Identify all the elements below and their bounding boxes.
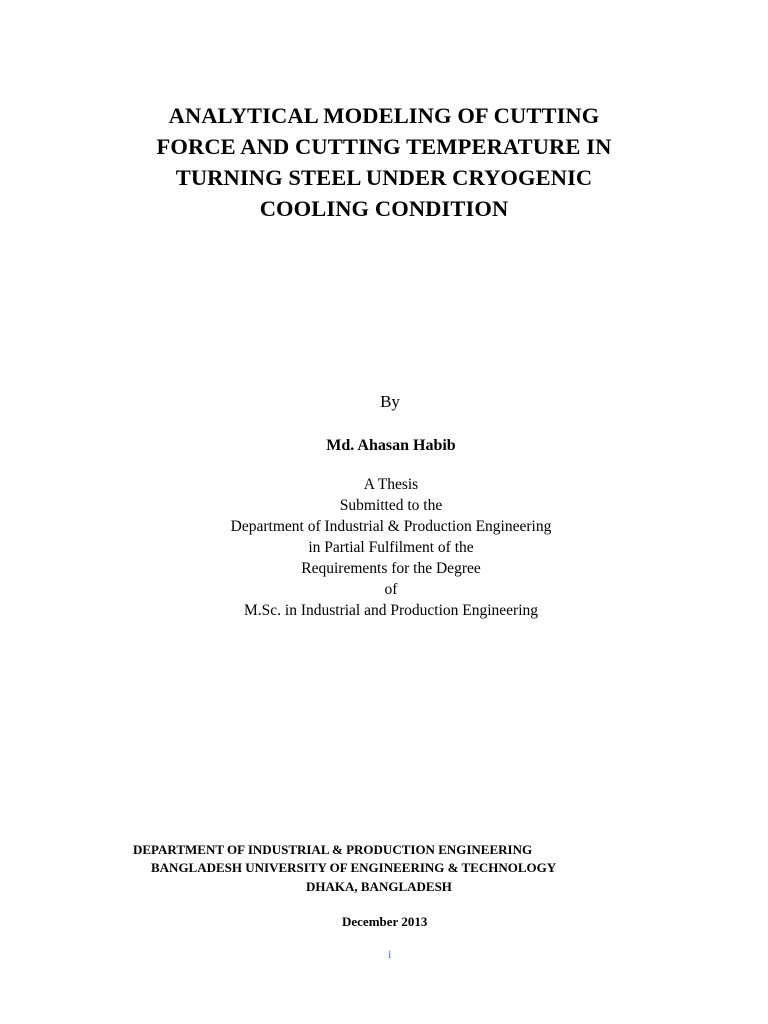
location: DHAKA, BANGLADESH (306, 879, 452, 894)
thesis-line: in Partial Fulfilment of the (308, 539, 474, 556)
thesis-line: of (384, 581, 398, 598)
title-line: COOLING CONDITION (259, 196, 509, 221)
thesis-line: Requirements for the Degree (301, 560, 481, 577)
thesis-line: Department of Industrial & Production Engineering (230, 518, 552, 535)
page-number: i (388, 947, 392, 961)
department-name: DEPARTMENT OF INDUSTRIAL & PRODUCTION ENGINEERING (133, 842, 533, 857)
by-label: By (380, 392, 400, 411)
author-name: Md. Ahasan Habib (326, 437, 456, 454)
title-line: FORCE AND CUTTING TEMPERATURE IN (156, 134, 612, 159)
thesis-line: M.Sc. in Industrial and Production Engineering (243, 602, 539, 619)
thesis-statement (0, 474, 768, 621)
submission-date: December 2013 (342, 914, 428, 929)
title-line: ANALYTICAL MODELING OF CUTTING (168, 103, 600, 128)
title-line: TURNING STEEL UNDER CRYOGENIC (175, 165, 593, 190)
university-name: BANGLADESH UNIVERSITY OF ENGINEERING & TECHNOLOGY (151, 860, 557, 875)
thesis-line: A Thesis (363, 476, 419, 493)
thesis-line: Submitted to the (339, 497, 443, 514)
thesis-title (0, 100, 768, 224)
